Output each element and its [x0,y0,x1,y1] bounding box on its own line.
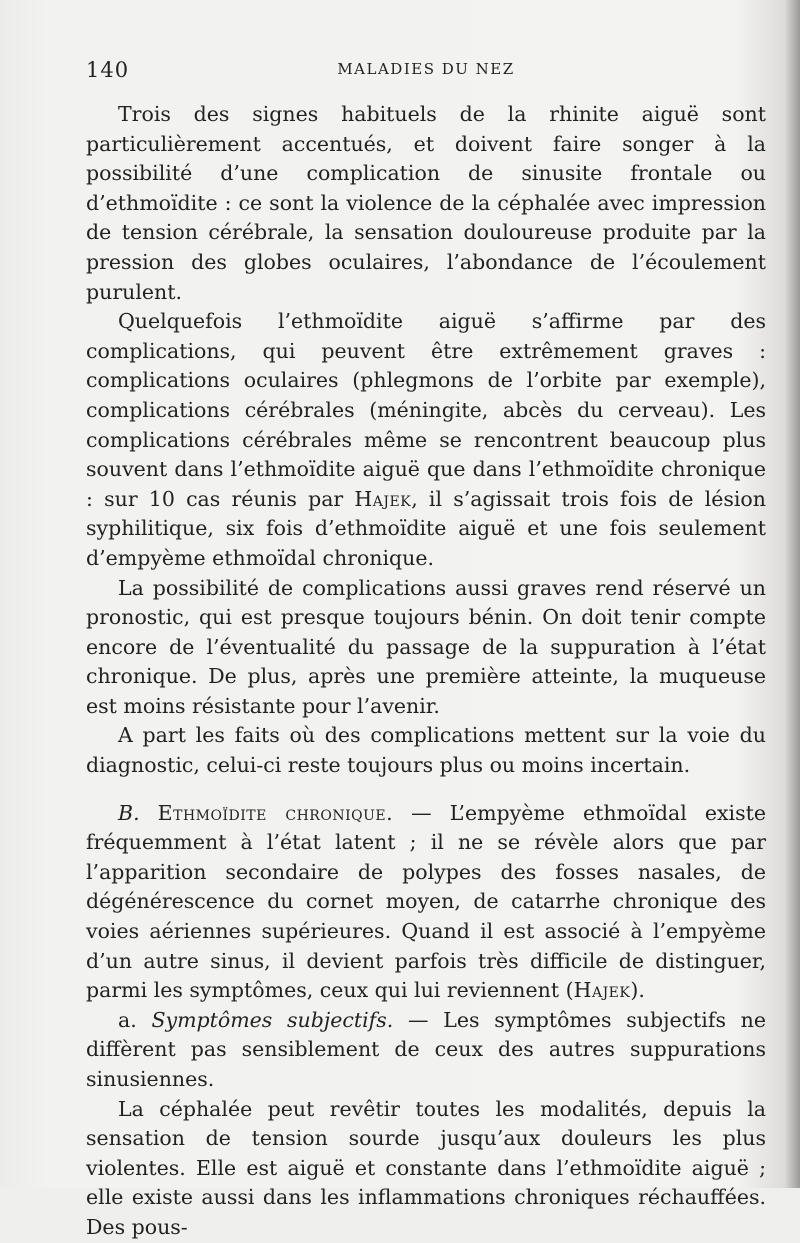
paragraph-text: Trois des signes habituels de la rhinite aiguë sont particulièrement accentués, et doivent faire songer à la possibilité d’une complication de sinusite frontale ou d’ethmoïdite : ce sont la violence de la céphalée avec impression de tension cérébrale, la sensation douloureuse produite par la pression des globes oculaires, l’abondance de l’écoulement purulent. [86,102,766,304]
paragraph-text: ). [630,978,645,1003]
paragraph-text: La céphalée peut revêtir toutes les modalités, depuis la sensation de tension sourde jusqu’aux douleurs les plus violentes. Elle est aiguë et constante dans l’ethmoïdite aiguë ; elle existe aussi dans les inflammations chroniques réchauffées. Des pous- [86,1096,766,1239]
section-label: B. [118,800,140,825]
section-heading: Ethmoïdite chronique. [157,800,394,825]
paragraph [86,574,766,722]
paragraph [86,721,766,780]
paragraph [86,1095,766,1243]
paragraph-text: — Les symptômes subjectifs ne diffèrent pas sensiblement de ceux des autres suppurations sinusiennes. [86,1007,767,1091]
section-spacer [86,781,766,799]
body-text [86,100,766,1243]
running-head [86,58,766,88]
paragraph-text: , il s’agissait trois fois de lésion syphilitique, six fois d’ethmoïdite aiguë et une fois seulement d’empyème ethmoïdal chronique. [86,486,766,570]
author-name: Hajek [573,978,631,1003]
page-number: 140 [86,58,130,82]
paragraph-text: A part les faits où des complications mettent sur la voie du diagnostic, celui-ci reste toujours plus ou moins incertain. [86,723,766,778]
paragraph [86,1006,766,1095]
paragraph-text: La possibilité de complications aussi graves rend réservé un pronostic, qui est presque toujours bénin. On doit tenir compte encore de l’éventualité du passage de la suppuration à l’état chronique. De plus, après une première atteinte, la muqueuse est moins résistante pour l’avenir. [86,575,766,718]
subsection-heading: Symptômes subjectifs. [151,1007,394,1032]
paragraph [86,100,766,307]
subsection-label: a. [118,1007,152,1032]
running-title: MALADIES DU NEZ [337,60,515,78]
paragraph [86,307,766,573]
paragraph [86,799,766,1006]
paragraph-text: — L’empyème ethmoïdal existe fréquemment à l’état latent ; il ne se révèle alors que par l’apparition secondaire de polypes des fosses nasales, de dégénérescence du cornet moyen, de catarrhe chronique des voies aériennes supérieures. Quand il est associé à l’empyème d’un autre sinus, il devient parfois très difficile de distinguer, parmi les symptômes, ceux qui lui reviennent ( [86,800,766,1003]
author-name: Hajek [354,486,412,511]
paragraph-text: Quelquefois l’ethmoïdite aiguë s’affirme par des complications, qui peuvent être extrêmement graves : complications oculaires (phlegmons de l’orbite par exemple), complications cérébrales (méningite, abcès du cerveau). Les complications cérébrales même se rencontrent beaucoup plus souvent dans l’ethmoïdite aiguë que dans l’ethmoïdite chronique : sur 10 cas réunis par [86,309,766,511]
